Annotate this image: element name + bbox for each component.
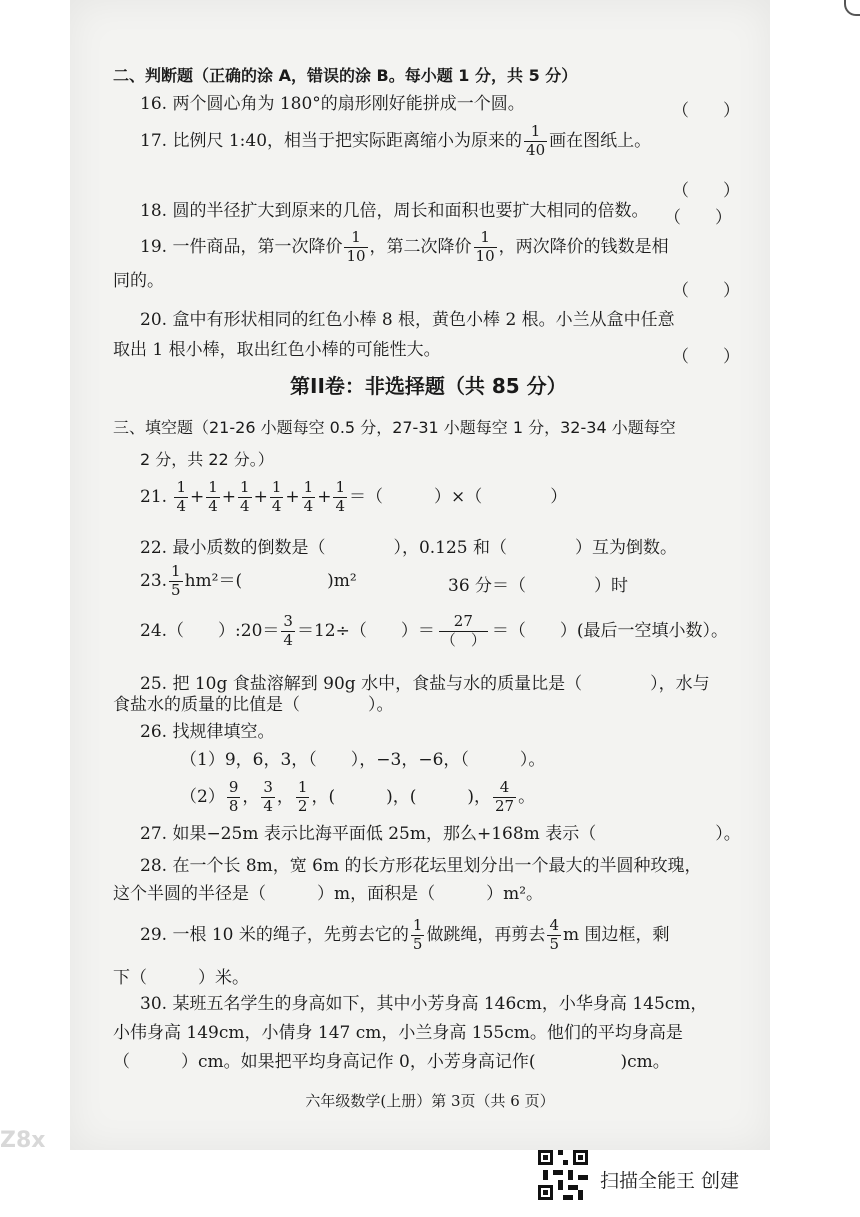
fraction-numerator: 1 xyxy=(530,122,541,140)
q23-label: 23. xyxy=(140,570,168,591)
question-24 xyxy=(140,614,728,649)
question-19 xyxy=(140,230,669,265)
question-21: 21. $\frac{1}{4}$ + $\frac{1}{4}$ + $\frac{1}{4}$ + $\frac{1}{4}$ + $\frac{1}{4}$ + $\frac{1}{4}$ ＝（ ）×（ ） xyxy=(140,478,568,515)
question-28: 28. 在一个长 8m，宽 6m 的长方形花坛里划分出一个最大的半圆种玫瑰， xyxy=(140,856,702,876)
fraction-1-4: $\frac{1}{4}$ xyxy=(303,478,314,515)
fraction-1-4: $\frac{1}{4}$ xyxy=(208,478,218,515)
fraction-4-27: $\frac{4}{27}$ xyxy=(495,778,515,815)
q19-text-a: 19. 一件商品，第一次降价 xyxy=(140,236,343,257)
question-26: 26. 找规律填空。 xyxy=(140,722,275,742)
question-16: 16. 两个圆心角为 180°的扇形刚好能拼成一个圆。 xyxy=(140,94,525,114)
question-22: 22. 最小质数的倒数是（ ），0.125 和（ ）互为倒数。 xyxy=(140,538,678,558)
q24-text-c: ＝（ ）(最后一空填小数）。 xyxy=(491,620,728,641)
page-corner-curl xyxy=(838,0,860,30)
fraction-1-4: $\frac{1}{4}$ xyxy=(176,478,186,515)
question-27: 27. 如果−25m 表示比海平面低 25m，那么+168m 表示（ ）。 xyxy=(140,824,741,844)
fraction-4-5: $\frac{4}{5}$ xyxy=(549,916,559,953)
fraction-1-4: $\frac{1}{4}$ xyxy=(240,478,250,515)
fraction-1-5: $\frac{1}{5}$ xyxy=(412,916,423,953)
fraction-9-8: $\frac{9}{8}$ xyxy=(228,778,239,815)
question-29-continued: 下（ ）米。 xyxy=(113,968,249,988)
question-26-part-2: （2） $\frac{9}{8}$ ， $\frac{3}{4}$ ， $\frac{1}{2}$ ，( )，( )， $\frac{4}{27}$ 。 xyxy=(180,778,536,815)
fraction-denominator: 10 xyxy=(475,246,495,265)
question-26-part-1: （1）9，6，3，（ ），−3，−6，（ ）。 xyxy=(180,750,546,770)
answer-paren-19: （ ） xyxy=(672,281,740,301)
q26-2-mid: ，( )，( )， xyxy=(311,786,491,807)
qr-code-icon xyxy=(538,1150,588,1200)
fraction-1-4: $\frac{1}{4}$ xyxy=(271,478,282,515)
q29-text-a: 29. 一根 10 米的绳子，先剪去它的 xyxy=(140,924,409,945)
question-25: 25. 把 10g 食盐溶解到 90g 水中，食盐与水的质量比是（ ），水与 xyxy=(140,674,710,694)
edge-mark: Z8x xyxy=(0,1128,46,1153)
answer-paren-17: （ ） xyxy=(672,181,740,201)
fraction-27-blank: $\frac{27}{( )}$ xyxy=(440,612,486,649)
fraction-1-10-a xyxy=(344,230,367,265)
fraction-numerator: 1 xyxy=(480,228,490,246)
question-20: 20. 盒中有形状相同的红色小棒 8 根，黄色小棒 2 根。小兰从盒中任意 xyxy=(140,310,675,330)
question-20-continued: 取出 1 根小棒，取出红色小棒的可能性大。 xyxy=(113,340,441,360)
q19-text-b: ，第二次降价 xyxy=(369,236,472,257)
answer-paren-20: （ ） xyxy=(672,347,740,367)
q23-text-a: hm²＝( )m² xyxy=(184,570,357,591)
fraction-1-40 xyxy=(524,124,547,159)
question-25-continued: 食盐水的质量的比值是（ ）。 xyxy=(113,695,394,715)
fraction-denominator: 10 xyxy=(346,246,366,265)
section-3-header-continued: 2 分，共 22 分。） xyxy=(140,450,274,469)
fraction-1-2: $\frac{1}{2}$ xyxy=(297,778,308,815)
q21-tail: ＝（ ）×（ ） xyxy=(348,486,568,507)
fraction-1-10-b xyxy=(474,230,497,265)
answer-paren-18: （ ） xyxy=(664,208,732,228)
question-29 xyxy=(140,918,670,953)
q26-2-label: （2） xyxy=(180,786,225,807)
q19-text-c: ，两次降价的钱数是相 xyxy=(498,236,669,257)
question-17 xyxy=(140,124,651,159)
question-28-continued: 这个半圆的半径是（ ）m，面积是（ ）m²。 xyxy=(113,884,544,904)
question-19-continued: 同的。 xyxy=(113,271,164,291)
fraction-3-4: $\frac{3}{4}$ xyxy=(263,778,273,815)
answer-paren-16: （ ） xyxy=(672,101,740,121)
q29-text-c: m 围边框，剩 xyxy=(562,924,670,945)
section-2-header: 二、判断题（正确的涂 A，错误的涂 B。每小题 1 分，共 5 分） xyxy=(113,66,578,85)
q29-text-b: 做跳绳，再剪去 xyxy=(426,924,546,945)
q24-text-a: 24.（ ）:20＝ xyxy=(140,620,280,641)
q21-label: 21. xyxy=(140,486,168,507)
question-23 xyxy=(140,564,357,599)
fraction-1-4: $\frac{1}{4}$ xyxy=(335,478,345,515)
fraction-3-4: $\frac{3}{4}$ xyxy=(283,612,293,649)
scanner-watermark: 扫描全能王 创建 xyxy=(600,1170,740,1192)
fraction-numerator: 1 xyxy=(351,228,361,246)
fraction-denominator: 40 xyxy=(526,140,546,159)
q24-text-b: ＝12÷（ ）＝ xyxy=(296,620,435,641)
q17-text-b: 画在图纸上。 xyxy=(549,130,652,151)
question-30-line-3: （ ）cm。如果把平均身高记作 0，小芳身高记作( )cm。 xyxy=(113,1052,670,1072)
question-30: 30. 某班五名学生的身高如下，其中小芳身高 146cm，小华身高 145cm， xyxy=(140,994,708,1014)
q17-text-a: 17. 比例尺 1:40，相当于把实际距离缩小为原来的 xyxy=(140,130,523,151)
question-23-part-b: 36 分＝（ ）时 xyxy=(448,576,629,596)
question-30-line-2: 小伟身高 149cm，小倩身 147 cm，小兰身高 155cm。他们的平均身高是 xyxy=(113,1023,683,1043)
part-2-title: 第II卷：非选择题（共 85 分） xyxy=(290,374,567,398)
section-3-header: 三、填空题（21-26 小题每空 0.5 分，27-31 小题每空 1 分，32-34 小题每空 xyxy=(113,418,676,437)
page-footer: 六年级数学(上册）第 3页（共 6 页） xyxy=(305,1092,555,1110)
question-18: 18. 圆的半径扩大到原来的几倍，周长和面积也要扩大相同的倍数。 xyxy=(140,201,649,221)
fraction-1-5: $\frac{1}{5}$ xyxy=(171,562,181,599)
